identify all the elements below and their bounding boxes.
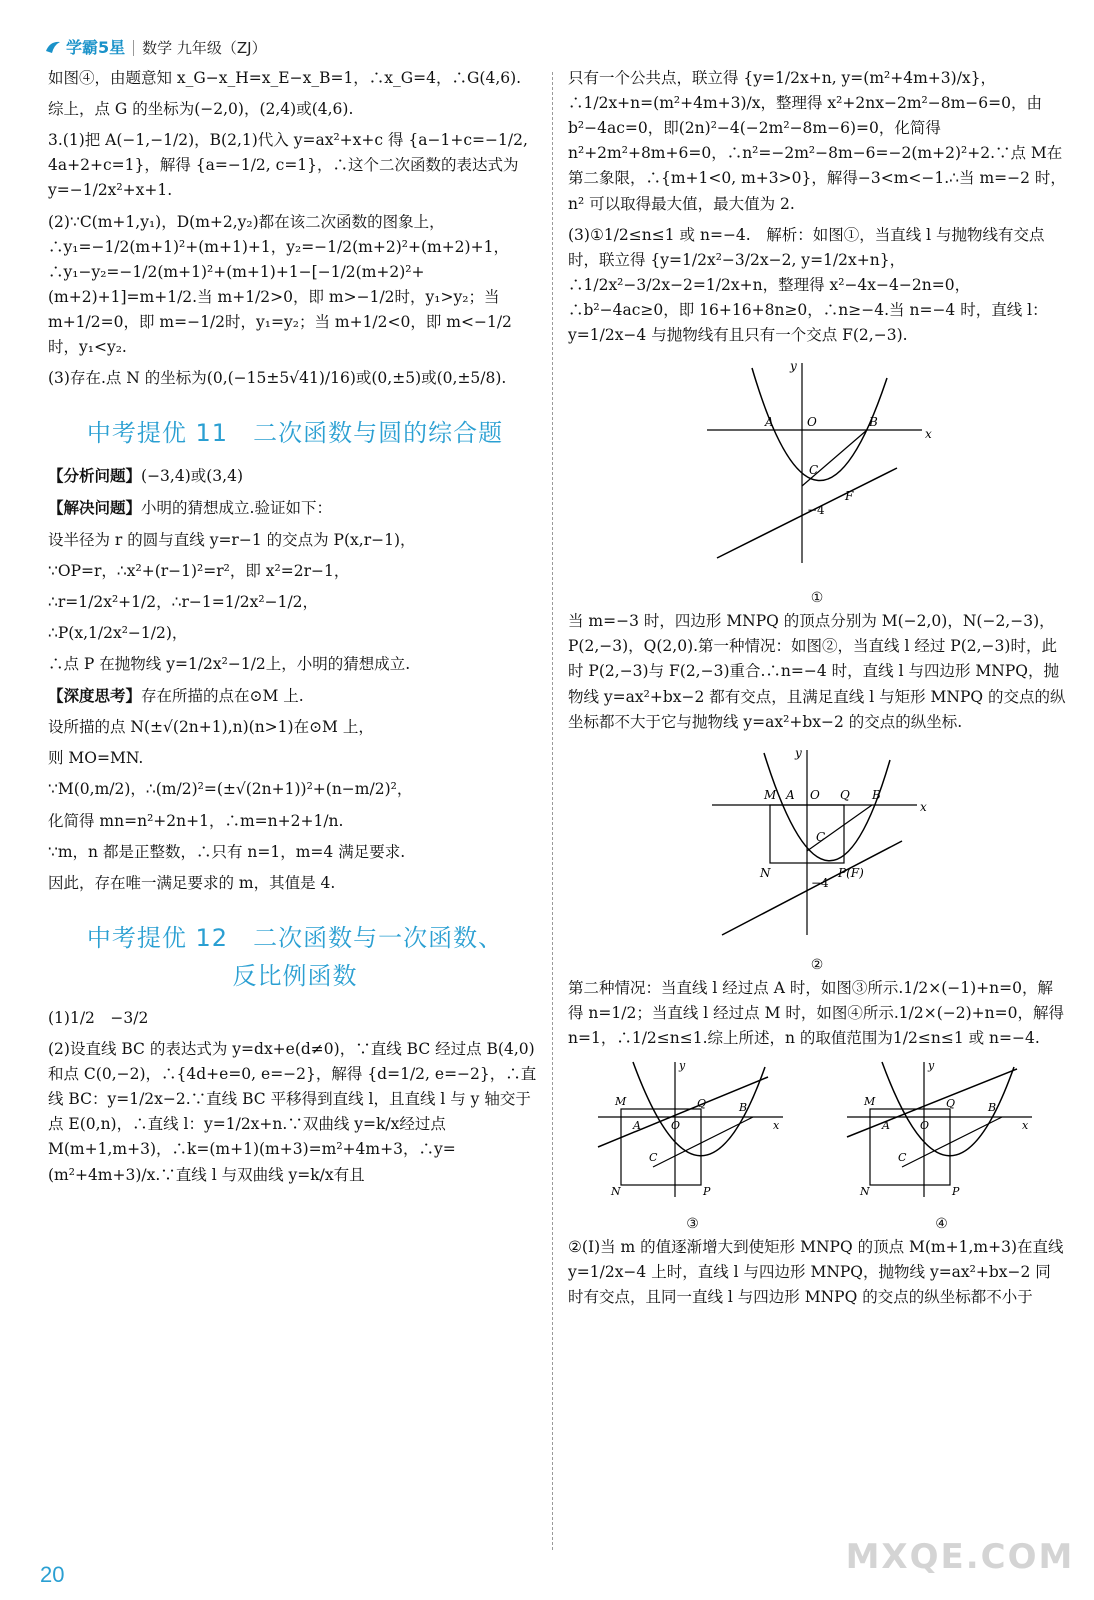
text-line: ∴P(x,1/2x²−1/2)， xyxy=(48,623,188,642)
x-axis-label: x xyxy=(920,799,927,814)
figure-3-caption: ③ xyxy=(686,1216,699,1233)
section-title-11: 中考提优 11 二次函数与圆的综合题 xyxy=(86,419,504,448)
page-header xyxy=(44,32,1054,64)
text-block: 第二种情况：当直线 l 经过点 A 时，如图③所示.1/2×(−1)+n=0，解得 n=1/2；当直线 l 经过点 M 时，如图④所示.1/2×(−2)+n=0，解得 n=1，∴1/2≤n≤1.综上所述，n 的取值范围为1/2≤n≤1 或 n=−4. xyxy=(568,978,1065,1047)
text-block: (3)①1/2≤n≤1 或 n=−4. 解析：如图①，当直线 l 与抛物线有交点时，联立得 {y=1/2x²−3/2x−2, y=1/2x+n}，∴1/2x²−3/2x−2=1/2x+n，整理得 x²−4x−4−2n=0，∴b²−4ac≥0，即 16+16+8n≥0，∴n≥−4.当 n=−4 时，直线 l：y=1/2x−4 与抛物线有且只有一个交点 F(2,−3). xyxy=(568,225,1048,345)
point-m-label: M xyxy=(764,787,777,802)
point-c-label: C xyxy=(897,1151,906,1165)
figures-3-4 xyxy=(568,1057,1066,1235)
point-pf-label: P(F) xyxy=(838,865,864,880)
point-a-label: A xyxy=(786,787,795,802)
section-title-12: 中考提优 12 二次函数与一次函数、 xyxy=(86,923,504,952)
point-f-label: F xyxy=(845,489,854,504)
point-n-label: N xyxy=(610,1185,621,1199)
text-line: 设所描的点 N(±√(2n+1),n)(n>1)在⊙M 上， xyxy=(48,718,374,737)
figure-4-wrap xyxy=(842,1057,1042,1235)
point-b-label: B xyxy=(987,1101,996,1115)
deep-think-text: 存在所描的点在⊙M 上. xyxy=(141,687,304,706)
text-line: 化简得 mn=n²+2n+1，∴m=n+2+1/n. xyxy=(48,811,344,830)
text-block: 当 m=−3 时，四边形 MNPQ 的顶点分别为 M(−2,0)，N(−2,−3)，P(2,−3)，Q(2,0).第一种情况：如图②，当直线 l 经过 P(2,−3)时，此时 P(2,−3)与 F(2,−3)重合.∴n=−4 时，直线 l 与四边形 MNPQ，抛物线 y=ax²+bx−2 都有交点，且满足直线 l 与矩形 MNPQ 的交点的纵坐标都不大于它与抛物线 y=ax²+bx−2 的交点的纵坐标. xyxy=(568,612,1066,731)
figure-4 xyxy=(842,1057,1042,1207)
figure-2 xyxy=(702,745,932,945)
brand-logo xyxy=(44,36,125,60)
y-axis-label: y xyxy=(795,745,802,760)
point-m-label: M xyxy=(863,1095,875,1109)
y-axis-label: y xyxy=(790,359,797,374)
point-a-label: A xyxy=(632,1119,641,1133)
text-line: 设半径为 r 的圆与直线 y=r−1 的交点为 P(x,r−1)， xyxy=(48,530,416,549)
point-a-label: A xyxy=(765,415,774,430)
point-c-label: C xyxy=(816,829,826,844)
point-a-label: A xyxy=(881,1119,890,1133)
x-axis-label: x xyxy=(772,1119,779,1133)
point-m-label: M xyxy=(614,1095,626,1109)
point-q-label: Q xyxy=(840,787,850,802)
logo-icon xyxy=(44,39,62,57)
solve-text: 小明的猜想成立.验证如下： xyxy=(141,499,332,518)
analysis-line xyxy=(48,463,542,489)
point-q-label: Q xyxy=(696,1097,706,1111)
y-axis-label: y xyxy=(678,1059,685,1073)
solve-line xyxy=(48,495,542,521)
x-axis-label: x xyxy=(1021,1119,1028,1133)
text-line: ∴r=1/2x²+1/2，∴r−1=1/2x²−1/2， xyxy=(48,592,319,611)
text-line: 综上，点 G 的坐标为(−2,0)，(2,4)或(4,6). xyxy=(48,100,354,119)
point-b-label: B xyxy=(869,415,878,430)
problem-12-part-2: (2)设直线 BC 的表达式为 y=dx+e(d≠0)，∵直线 BC 经过点 B(4,0)和点 C(0,−2)，∴{4d+e=0, e=−2}，解得 {d=1/2, e=−2}，∴直线 BC：y=1/2x−2.∵直线 BC 平移得到直线 l，且直线 l 与 y 轴交于点 E(0,n)，∴直线 l：y=1/2x+n.∵双曲线 y=k/x经过点M(m+1,m+3)，∴k=(m+1)(m+3)=m²+4m+3，∴y=(m²+4m+3)/x.∵直线 l 与双曲线 y=k/x有且 xyxy=(48,1039,537,1184)
analysis-text: (−3,4)或(3,4) xyxy=(141,467,243,486)
figure-1 xyxy=(697,358,937,578)
page-number: 20 xyxy=(40,1562,65,1587)
point-b-label: B xyxy=(872,787,881,802)
column-divider xyxy=(552,72,553,1550)
point-n-label: N xyxy=(859,1185,870,1199)
subject-label: 数学 九年级（ZJ） xyxy=(142,38,267,57)
deep-think-tag: 【深度思考】 xyxy=(48,686,142,706)
origin-label: O xyxy=(810,787,820,802)
point-n-label: N xyxy=(760,865,771,880)
point-c-label: C xyxy=(648,1151,657,1165)
text-line: ∴点 P 在抛物线 y=1/2x²−1/2上，小明的猜想成立. xyxy=(48,654,411,673)
text-block: ②(Ⅰ)当 m 的值逐渐增大到使矩形 MNPQ 的顶点 M(m+1,m+3)在直线 y=1/2x−4 上时，直线 l 与四边形 MNPQ，抛物线 y=ax²+bx−2 同时有交点，且同一直线 l 与四边形 MNPQ 的交点的纵坐标都不小于 xyxy=(568,1238,1064,1307)
point-p-label: P xyxy=(702,1185,710,1199)
text-line: ∵OP=r，∴x²+(r−1)²=r²，即 x²=2r−1， xyxy=(48,561,350,580)
solve-tag: 【解决问题】 xyxy=(48,498,142,518)
text-line: 则 MO=MN. xyxy=(48,749,144,768)
point-b-label: B xyxy=(738,1101,747,1115)
point-q-label: Q xyxy=(945,1097,955,1111)
watermark: MXQE.COM xyxy=(845,1536,1075,1577)
right-column xyxy=(568,66,1066,1316)
tick-neg4-label: −4 xyxy=(811,875,829,890)
figure-3 xyxy=(593,1057,793,1207)
x-axis-label: x xyxy=(925,427,932,442)
logo-text: 学霸5星 xyxy=(66,38,126,57)
problem-3-part-1: 3.(1)把 A(−1,−1/2)，B(2,1)代入 y=ax²+x+c 得 {a−1+c=−1/2, 4a+2+c=1}，解得 {a=−1/2, c=1}，∴这个二次函数的表达式为 y=−1/2x²+x+1. xyxy=(48,131,528,200)
deep-think-line xyxy=(48,683,542,709)
figure-2-caption: ② xyxy=(810,956,824,973)
text-line: 如图④，由题意知 x_G−x_H=x_E−x_B=1，∴x_G=4，∴G(4,6). xyxy=(48,69,522,87)
text-line: ∵m，n 都是正整数，∴只有 n=1，m=4 满足要求. xyxy=(48,842,406,861)
analysis-tag: 【分析问题】 xyxy=(48,466,142,486)
figure-3-wrap xyxy=(593,1057,793,1235)
point-c-label: C xyxy=(809,463,819,478)
y-axis-label: y xyxy=(927,1059,934,1073)
left-column xyxy=(48,66,542,1194)
origin-label: O xyxy=(919,1119,929,1133)
tick-neg4-label: −4 xyxy=(807,503,825,518)
text-line: 因此，存在唯一满足要求的 m，其值是 4. xyxy=(48,873,336,892)
origin-label: O xyxy=(807,415,817,430)
section-title-12-cont: 反比例函数 xyxy=(232,961,358,990)
problem-3-part-2: (2)∵C(m+1,y₁)，D(m+2,y₂)都在该二次函数的图象上，∴y₁=−1/2(m+1)²+(m+1)+1，y₂=−1/2(m+2)²+(m+2)+1，∴y₁−y₂=−1/2(m+1)²+(m+1)+1−[−1/2(m+2)²+(m+2)+1]=m+1/2.当 m+1/2>0，即 m>−1/2时，y₁>y₂；当 m+1/2=0，即 m=−1/2时，y₁=y₂；当 m+1/2<0，即 m<−1/2时，y₁<y₂. xyxy=(48,212,512,357)
figure-4-caption: ④ xyxy=(935,1216,948,1233)
text-block: 只有一个公共点，联立得 {y=1/2x+n, y=(m²+4m+3)/x}，∴1/2x+n=(m²+4m+3)/x，整理得 x²+2nx−2m²−8m−6=0，由 b²−4ac=0，即(2n)²−4(−2m²−8m−6)=0，化简得 n²+2m²+8m+6=0，∴n²=−2m²−8m−6=−2(m+2)²+2.∵点 M在第二象限，∴{m+1<0, m+3>0}，解得−3<m<−1.∴当 m=−2 时，n² 可以取得最大值，最大值为 2. xyxy=(568,69,1066,213)
text-line: (1)1/2 −3/2 xyxy=(48,1008,149,1027)
text-line: ∵M(0,m/2)，∴(m/2)²=(±√(2n+1))²+(n−m/2)²， xyxy=(48,780,413,799)
problem-3-part-3: (3)存在.点 N 的坐标为(0,(−15±5√41)/16)或(0,±5)或(0,±5/8). xyxy=(48,369,507,388)
point-p-label: P xyxy=(951,1185,959,1199)
header-divider xyxy=(133,40,134,56)
origin-label: O xyxy=(670,1119,680,1133)
figure-1-caption: ① xyxy=(810,590,824,607)
